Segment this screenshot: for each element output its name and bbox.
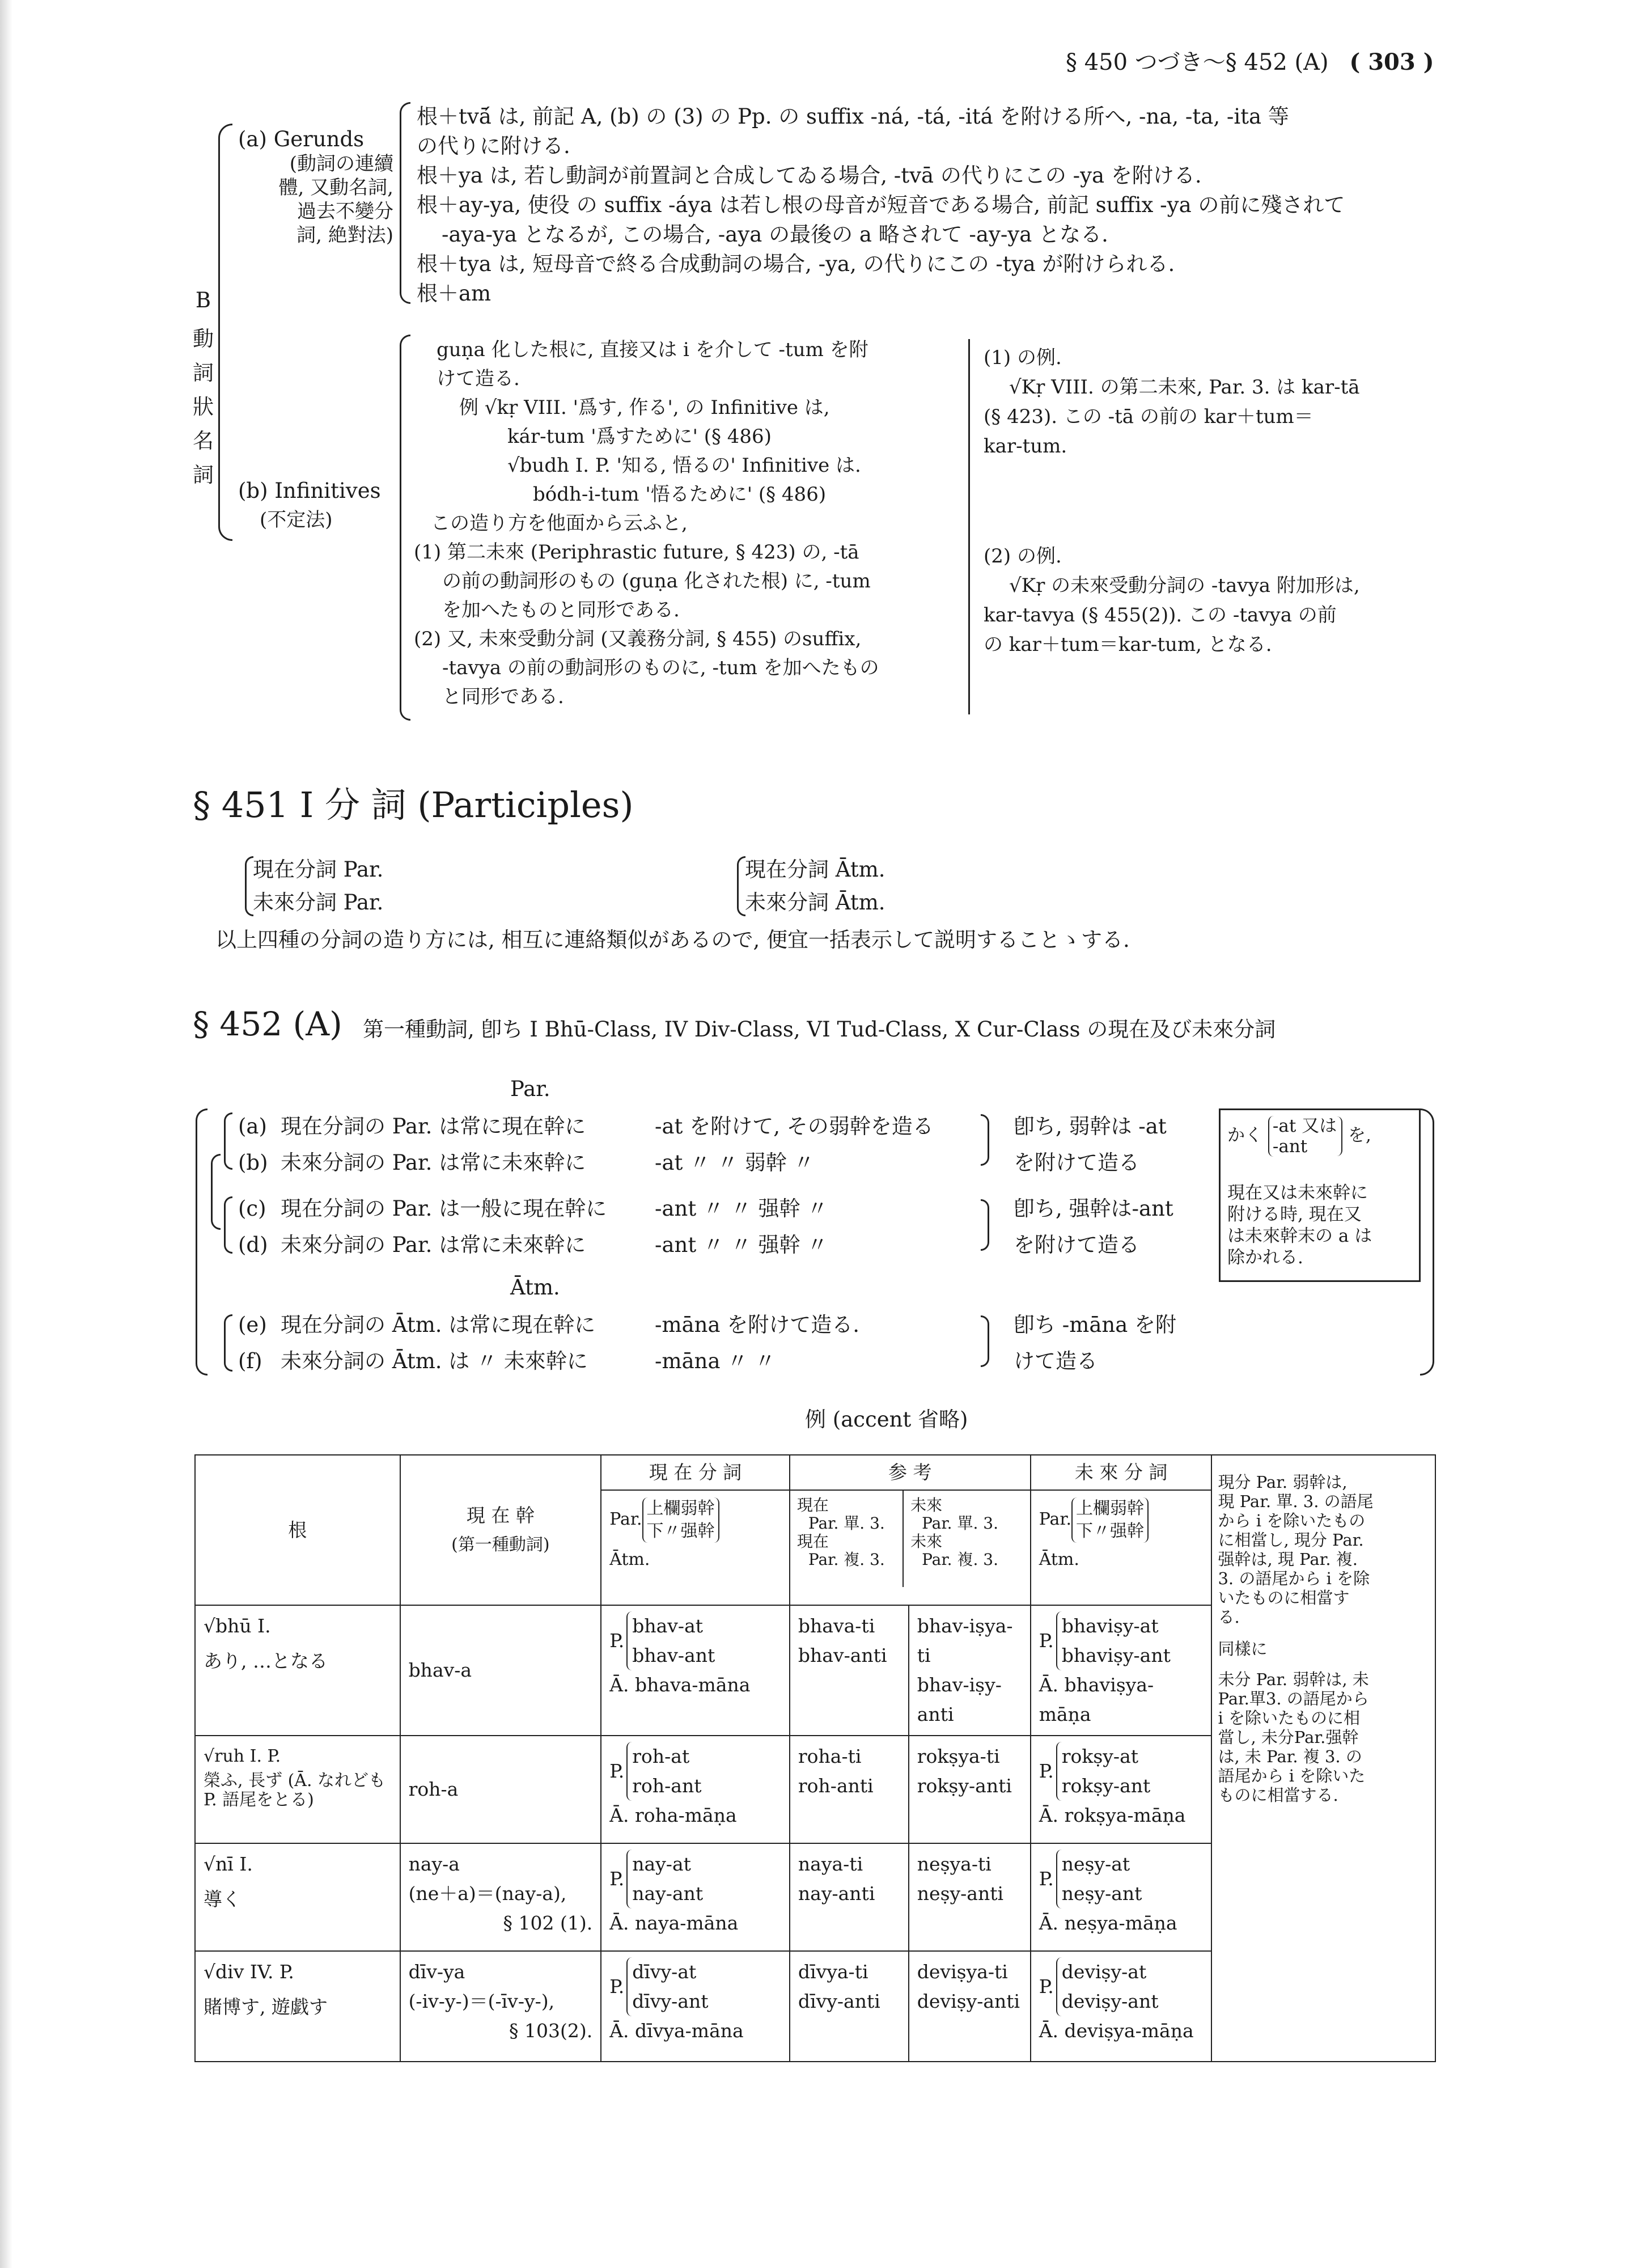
form-text: rokṣya-ti: [917, 1745, 1000, 1767]
rule-text: 未來分詞の Par. は常に未來幹に: [281, 1150, 586, 1175]
body-line: 例 √kṛ VIII. '爲す, 作る', の Infinitive は,: [459, 396, 830, 419]
stem-text: dīv-ya: [408, 1961, 465, 1983]
rule-tag: (e): [238, 1313, 267, 1337]
body-line: kar-tavya (§ 455(2)). この -tavya の前: [984, 604, 1337, 627]
ref-line: 未來: [910, 1532, 943, 1551]
side-note-line: 同樣に: [1218, 1639, 1268, 1658]
form-text: dīvy-anti: [798, 1990, 880, 2012]
cell-ref-present: [790, 1736, 909, 1843]
header-text: 参 考: [790, 1455, 1030, 1491]
form-text: rokṣy-anti: [917, 1775, 1012, 1797]
header-par: Par.: [1039, 1509, 1071, 1529]
stem-text: § 103(2).: [509, 2020, 593, 2042]
cell-ref-present: [790, 1843, 909, 1951]
side-label-char: 詞: [193, 463, 214, 487]
side-label-char: B: [195, 288, 211, 312]
cell-stem: [400, 1736, 601, 1843]
cell-pres: [601, 1736, 790, 1843]
body-line: (§ 423). この -tā の前の kar＋tum＝: [984, 405, 1313, 428]
pair-line: 未來分詞 Ātm.: [745, 890, 885, 915]
note-line: 卽ち, 弱幹は -at: [1014, 1114, 1167, 1139]
header-upper: 上欄弱幹: [1076, 1499, 1144, 1518]
form-text: Ā. dīvya-māna: [609, 2020, 744, 2042]
p-label: P.: [1039, 1630, 1054, 1652]
header-text: 未 來 分 詞: [1031, 1455, 1211, 1491]
brace-ab: [224, 1112, 232, 1170]
table-header-row: [195, 1455, 1435, 1605]
form-text: bhav-iṣya-ti: [917, 1615, 1013, 1666]
body-line: (2) 又, 未來受動分詞 (又義務分詞, § 455) のsuffix,: [414, 628, 862, 650]
body-line: kár-tum '爲すために' (§ 486): [507, 425, 772, 448]
box-suffix: -ant: [1272, 1136, 1308, 1157]
p-label: P.: [1039, 1868, 1054, 1890]
header-section: § 450 つづき～§ 452 (A): [1066, 49, 1329, 75]
note-line: けて造る: [1014, 1349, 1098, 1373]
rule-text: 現在分詞の Par. は一般に現在幹に: [281, 1196, 607, 1221]
body-line: (1) 第二未來 (Periphrastic future, § 423) の, -tā: [414, 541, 859, 564]
sec452-mid-brace: [211, 1154, 221, 1230]
cell-stem: [400, 1605, 601, 1736]
body-line: けて造る.: [437, 367, 520, 390]
side-note-line: に相當し, 現分 Par.: [1218, 1530, 1364, 1550]
form-text: dīvy-ant: [632, 1990, 709, 2012]
atm-label: Ātm.: [510, 1275, 560, 1300]
header-ref: [790, 1455, 1031, 1605]
header-atm: Ātm.: [1039, 1550, 1079, 1569]
page-number: ( 303 ): [1349, 49, 1434, 75]
stem-text: roh-a: [408, 1778, 459, 1800]
form-text: neṣy-anti: [917, 1882, 1004, 1905]
sec452-outer-brace: [196, 1108, 207, 1376]
side-note-line: 現 Par. 單. 3. の語尾: [1218, 1492, 1374, 1511]
sec451-brace-right: [737, 856, 745, 916]
pres-par: [609, 1850, 781, 1909]
brace-cd: [224, 1196, 232, 1254]
fut-brace: [1056, 1611, 1171, 1670]
gloss-text: 賭博す, 遊戯す: [204, 1996, 328, 2018]
root-text: √div IV. P.: [204, 1961, 294, 1983]
pres-brace: [626, 1850, 703, 1909]
side-note-line: は, 未 Par. 複 3. の: [1218, 1747, 1362, 1766]
side-notes: [1211, 1455, 1435, 2062]
form-text: roh-ant: [632, 1775, 702, 1797]
root-text: √bhū I.: [204, 1615, 271, 1637]
header-root: [195, 1455, 400, 1605]
form-text: nay-at: [632, 1853, 691, 1875]
rule-text: 未來分詞の Ātm. は 〃 未來幹に: [281, 1349, 588, 1373]
cell-root: [195, 1843, 400, 1951]
cell-fut: [1031, 1605, 1212, 1736]
side-note-line: ものに相當する.: [1218, 1785, 1338, 1805]
header-atm: Ātm.: [609, 1550, 650, 1569]
infinitives-label: (b) Infinitives: [238, 479, 381, 503]
note-line: を附けて造る: [1014, 1150, 1139, 1175]
cell-fut: [1031, 1736, 1212, 1843]
ref-line: 現在: [796, 1532, 829, 1551]
outer-brace: [218, 124, 232, 541]
header-par-brace: [1071, 1497, 1149, 1543]
body-line: √Kṛ の未來受動分詞の -tavya 附加形は,: [1009, 574, 1360, 597]
infinitives-example-1: [984, 343, 1360, 461]
side-label-char: 狀: [193, 395, 214, 419]
sec451-pairs-left: [253, 853, 383, 919]
rule-tag: (d): [238, 1233, 268, 1257]
stem-text: nay-a: [408, 1853, 460, 1875]
form-text: Ā. rokṣya-māṇa: [1039, 1804, 1186, 1826]
cell-pres: [601, 1605, 790, 1736]
pair-line: 未來分詞 Par.: [253, 890, 384, 915]
infinitives-example-2: [984, 541, 1360, 659]
side-note-line: 强幹は, 現 Par. 複.: [1218, 1550, 1358, 1569]
rule-suffix: -māna 〃 〃: [655, 1349, 776, 1373]
rule-rows-cd: [238, 1191, 828, 1263]
stem-text: bhav-a: [408, 1659, 472, 1681]
pair-line: 現在分詞 Ātm.: [745, 857, 885, 882]
ref-line: Par. 複. 3.: [922, 1550, 998, 1569]
header-text: 現 在 分 詞: [601, 1455, 789, 1491]
pres-brace: [626, 1611, 715, 1670]
note-cd: [1014, 1191, 1173, 1263]
note-line: 詞, 絶對法): [296, 224, 393, 247]
body-line: guṇa 化した根に, 直接又は i を介して -tum を附: [437, 338, 868, 361]
pres-par: [609, 1611, 781, 1670]
form-text: neṣy-ant: [1061, 1882, 1142, 1905]
body-line: √budh I. P. '知る, 悟るの' Infinitive は.: [507, 454, 861, 477]
form-text: bhaviṣy-at: [1061, 1615, 1159, 1637]
cell-pres: [601, 1843, 790, 1951]
rule-rows-ab: [238, 1108, 934, 1181]
rule-text: 現在分詞の Par. は常に現在幹に: [281, 1114, 586, 1139]
rule-suffix: -māna を附けて造る.: [655, 1313, 860, 1337]
side-note-line: 未分 Par. 弱幹は, 未: [1218, 1670, 1369, 1689]
form-text: deviṣy-at: [1061, 1961, 1147, 1983]
header-stem: [400, 1455, 601, 1605]
fut-brace: [1056, 1850, 1142, 1909]
form-text: deviṣya-ti: [917, 1961, 1008, 1983]
pres-par: [609, 1742, 781, 1801]
rule-text: 現在分詞の Ātm. は常に現在幹に: [281, 1313, 596, 1337]
stem-text: § 102 (1).: [503, 1912, 593, 1934]
form-text: rokṣy-ant: [1061, 1775, 1151, 1797]
header-pres: [601, 1455, 790, 1605]
box-brace: [1268, 1116, 1337, 1157]
p-label: P.: [1039, 1975, 1054, 1998]
fut-par: [1039, 1957, 1204, 2016]
note-ef: [1014, 1307, 1176, 1380]
side-note-line: る.: [1218, 1607, 1240, 1627]
header-pres-detail: [601, 1491, 789, 1578]
root-text: √ruh I. P.: [204, 1746, 281, 1766]
body-line: を加へたものと同形である.: [442, 599, 680, 621]
rule-row: [238, 1307, 859, 1343]
body-line: 根＋ay-ya, 使役 の suffix -áya は若し根の母音が短音である場合, 前記 suffix -ya の前に殘されて: [417, 193, 1345, 217]
form-text: Ā. bhava-māna: [609, 1674, 751, 1696]
gerunds-label: (a) Gerunds: [238, 127, 365, 151]
rule-note-box-head: [1227, 1116, 1371, 1157]
side-label-char: 詞: [193, 361, 214, 385]
box-line: 現在又は未來幹に: [1227, 1183, 1368, 1203]
side-note-line: Par.單3. の語尾から: [1218, 1689, 1369, 1708]
rule-suffix: -ant 〃 〃 强幹 〃: [655, 1233, 828, 1257]
header-ref-future: [904, 1491, 1030, 1587]
note-line: (動詞の連續: [289, 153, 393, 175]
pres-brace: [626, 1742, 701, 1801]
rule-row: [238, 1227, 828, 1263]
cell-pres: [601, 1951, 790, 2062]
form-text: Ā. neṣya-māṇa: [1039, 1912, 1177, 1934]
sec451-brace-left: [245, 856, 253, 916]
form-text: roh-at: [632, 1745, 690, 1767]
rule-suffix: -at 〃 〃 弱幹 〃: [655, 1150, 815, 1175]
cell-fut: [1031, 1843, 1212, 1951]
header-ref-detail: [790, 1491, 1030, 1587]
note-line: 過去不變分: [297, 200, 393, 223]
ref-line: Par. 單. 3.: [922, 1514, 998, 1533]
box-line: 附ける時, 現在又: [1227, 1204, 1362, 1225]
rule-suffix: -ant 〃 〃 强幹 〃: [655, 1196, 828, 1221]
fut-par: [1039, 1742, 1204, 1801]
rule-rows-ef: [238, 1307, 859, 1380]
side-note-line: いたものに相當す: [1218, 1588, 1350, 1607]
infinitives-body: [411, 336, 879, 712]
rule-row: [238, 1108, 934, 1145]
cell-stem: [400, 1951, 601, 2062]
ref-line: 未來: [910, 1496, 943, 1514]
cell-root: [195, 1736, 400, 1843]
side-note-line: 當し, 未分Par.强幹: [1218, 1728, 1359, 1747]
side-note-line: 語尾から i を除いた: [1218, 1766, 1366, 1785]
rule-row: [238, 1145, 934, 1181]
body-line: (2) の例.: [984, 545, 1062, 568]
body-line: -aya-ya となるが, この場合, -aya の最後の a 略されて -ay-ya となる.: [442, 222, 1108, 247]
header-fut-detail: [1031, 1491, 1211, 1578]
rule-tag: (b): [238, 1150, 268, 1175]
body-line: 根＋tvā́ は, 前記 A, (b) の (3) の Pp. の suffix -ná, -tá, -itá を附ける所へ, -na, -ta, -ita 等: [417, 104, 1289, 129]
body-line: この造り方を他面から云ふと,: [431, 512, 688, 535]
form-text: dīvy-at: [632, 1961, 697, 1983]
form-text: bhav-iṣy-anti: [917, 1674, 1002, 1725]
rule-suffix: -at を附けて, その弱幹を造る: [655, 1114, 934, 1139]
p-label: P.: [1039, 1760, 1054, 1782]
body-line: の kar＋tum＝kar-tum, となる.: [984, 633, 1272, 656]
cell-stem: [400, 1843, 601, 1951]
stem-text: (ne＋a)＝(nay-a),: [408, 1882, 567, 1905]
gloss-text: 導く: [204, 1888, 241, 1910]
side-note-line: 3. の語尾から i を除: [1218, 1569, 1370, 1588]
note-line: 卽ち, 强幹は-ant: [1014, 1196, 1173, 1221]
ref-line: 現在: [796, 1496, 829, 1514]
rule-note-box-body: [1227, 1182, 1372, 1268]
note-line: 卽ち -māna を附: [1014, 1313, 1177, 1337]
body-line: の前の動詞形のもの (guṇa 化された根) に, -tum: [442, 570, 871, 593]
body-line: √Kṛ VIII. の第二未來, Par. 3. は kar-tā: [1009, 376, 1360, 399]
form-text: roh-anti: [798, 1775, 874, 1797]
column-divider: [968, 339, 970, 714]
cell-fut: [1031, 1951, 1212, 2062]
root-text: √nī I.: [204, 1853, 253, 1875]
p-label: P.: [609, 1868, 625, 1890]
par-label: Par.: [510, 1077, 550, 1101]
ref-line: Par. 複. 3.: [808, 1550, 885, 1569]
header-lower: 下〃强幹: [1076, 1521, 1144, 1541]
header-par-brace: [642, 1497, 719, 1543]
cell-ref-future: [909, 1951, 1031, 2062]
header-fut: [1031, 1455, 1212, 1605]
sec451-text: 以上四種の分詞の造り方には, 相互に連絡類似があるので, 便宜一括表示して説明することゝする.: [215, 928, 1130, 952]
box-suffix: -at 又は: [1272, 1116, 1337, 1136]
brace-ef: [224, 1314, 232, 1372]
sec451-title: § 451 I 分 詞 (Participles): [193, 784, 634, 826]
body-line: 根＋tya は, 短母音で終る合成動詞の場合, -ya, の代りにこの -tya が附けられる.: [417, 252, 1175, 276]
cell-ref-future: [909, 1605, 1031, 1736]
p-label: P.: [609, 1975, 625, 1998]
pres-par: [609, 1957, 781, 2016]
running-header: [1066, 44, 1434, 77]
header-par: Par.: [609, 1509, 642, 1529]
sec452-right-brace: [1420, 1108, 1434, 1376]
box-word: を,: [1348, 1125, 1371, 1146]
form-text: Ā. naya-māna: [609, 1912, 739, 1934]
header-text: 現 在 幹: [466, 1504, 535, 1526]
form-text: rokṣy-at: [1061, 1745, 1139, 1767]
example-table: [194, 1454, 1436, 2062]
stem-text: (-iv-y-)＝(-īv-y-),: [408, 1990, 555, 2012]
form-text: bhava-ti: [798, 1615, 875, 1637]
note-line: を附けて造る: [1014, 1233, 1139, 1257]
form-text: dīvya-ti: [798, 1961, 868, 1983]
rule-tag: (f): [238, 1349, 262, 1373]
side-label: [193, 284, 214, 492]
sec452-title: § 452 (A): [193, 1005, 342, 1043]
header-ref-present: [790, 1491, 904, 1587]
sec452-subtitle: 第一種動詞, 卽ち I Bhū-Class, IV Div-Class, VI Tud-Class, X Cur-Class の現在及び未來分詞: [363, 1017, 1276, 1042]
fut-par: [1039, 1611, 1204, 1670]
rule-row: [238, 1343, 859, 1380]
body-line: kar-tum.: [984, 435, 1067, 458]
header-text: 根: [288, 1518, 307, 1541]
rule-tag: (c): [238, 1196, 266, 1221]
cell-ref-future: [909, 1843, 1031, 1951]
cell-ref-present: [790, 1605, 909, 1736]
p-label: P.: [609, 1630, 625, 1652]
body-line: 根＋am: [417, 281, 491, 306]
form-text: Ā. deviṣya-māṇa: [1039, 2020, 1194, 2042]
box-word: かく: [1227, 1125, 1262, 1146]
ref-line: Par. 單. 3.: [808, 1514, 885, 1533]
form-text: roha-ti: [798, 1745, 862, 1767]
form-text: nay-anti: [798, 1882, 875, 1905]
cell-root: [195, 1605, 400, 1736]
side-note-line: 現分 Par. 弱幹は,: [1218, 1472, 1348, 1492]
p-label: P.: [609, 1760, 625, 1782]
scan-edge: [0, 0, 12, 2268]
fut-brace: [1056, 1957, 1159, 2016]
body-line: 根＋ya は, 若し動詞が前置詞と合成してゐる場合, -tvā の代りにこの -ya を附ける.: [417, 163, 1202, 188]
gloss-text: あり, …となる: [204, 1650, 328, 1672]
gerunds-brace: [400, 102, 410, 304]
side-label-char: 名: [193, 429, 214, 453]
note-brace-ef: [981, 1315, 989, 1367]
note-brace-cd: [981, 1199, 989, 1251]
sec451-pairs-right: [745, 853, 885, 919]
fut-brace: [1056, 1742, 1151, 1801]
pair-line: 現在分詞 Par.: [253, 857, 384, 882]
box-line: は未來幹末の a は: [1227, 1226, 1372, 1246]
form-text: Ā. roha-māṇa: [609, 1804, 737, 1826]
body-line: と同形である.: [442, 686, 564, 708]
gerunds-body: [417, 102, 1345, 308]
gloss-text: 榮ふ, 長ず (Ā. なれども P. 語尾をとる): [204, 1771, 386, 1810]
form-text: bhav-anti: [798, 1644, 887, 1666]
body-line: bódh-i-tum '悟るために' (§ 486): [533, 483, 827, 506]
cell-ref-future: [909, 1736, 1031, 1843]
rule-tag: (a): [238, 1114, 267, 1139]
header-sub: (第一種動詞): [451, 1534, 550, 1555]
note-ab: [1014, 1108, 1167, 1181]
gerunds-note: [254, 152, 393, 247]
fut-par: [1039, 1850, 1204, 1909]
form-text: deviṣy-anti: [917, 1990, 1020, 2012]
form-text: Ā. bhaviṣya-māṇa: [1039, 1674, 1154, 1725]
cell-root: [195, 1951, 400, 2062]
form-text: deviṣy-ant: [1061, 1990, 1159, 2012]
pres-brace: [626, 1957, 708, 2016]
form-text: nay-ant: [632, 1882, 704, 1905]
rule-row: [238, 1191, 828, 1227]
side-note-line: から i を除いたもの: [1218, 1511, 1366, 1530]
note-brace-ab: [981, 1114, 989, 1166]
box-line: 除かれる.: [1227, 1247, 1303, 1268]
form-text: bhav-at: [632, 1615, 703, 1637]
form-text: neṣy-at: [1061, 1853, 1130, 1875]
side-note-line: i を除いたものに相: [1218, 1708, 1360, 1728]
form-text: naya-ti: [798, 1853, 863, 1875]
rule-text: 未來分詞の Par. は常に未來幹に: [281, 1233, 586, 1257]
body-line: の代りに附ける.: [417, 134, 570, 158]
header-upper: 上欄弱幹: [646, 1499, 715, 1518]
note-line: 體, 又動名詞,: [278, 176, 393, 199]
infinitives-brace: [400, 335, 410, 721]
infinitives-note: (不定法): [260, 509, 333, 531]
form-text: bhav-ant: [632, 1644, 715, 1666]
header-lower: 下〃强幹: [646, 1521, 715, 1541]
cell-ref-present: [790, 1951, 909, 2062]
body-line: (1) の例.: [984, 346, 1062, 369]
box-brace-close: [1337, 1116, 1342, 1156]
body-line: -tavya の前の動詞形のものに, -tum を加へたもの: [442, 657, 879, 679]
side-label-char: 動: [193, 327, 214, 351]
example-caption: 例 (accent 省略): [805, 1407, 968, 1432]
form-text: neṣya-ti: [917, 1853, 992, 1875]
form-text: bhaviṣy-ant: [1061, 1644, 1171, 1666]
